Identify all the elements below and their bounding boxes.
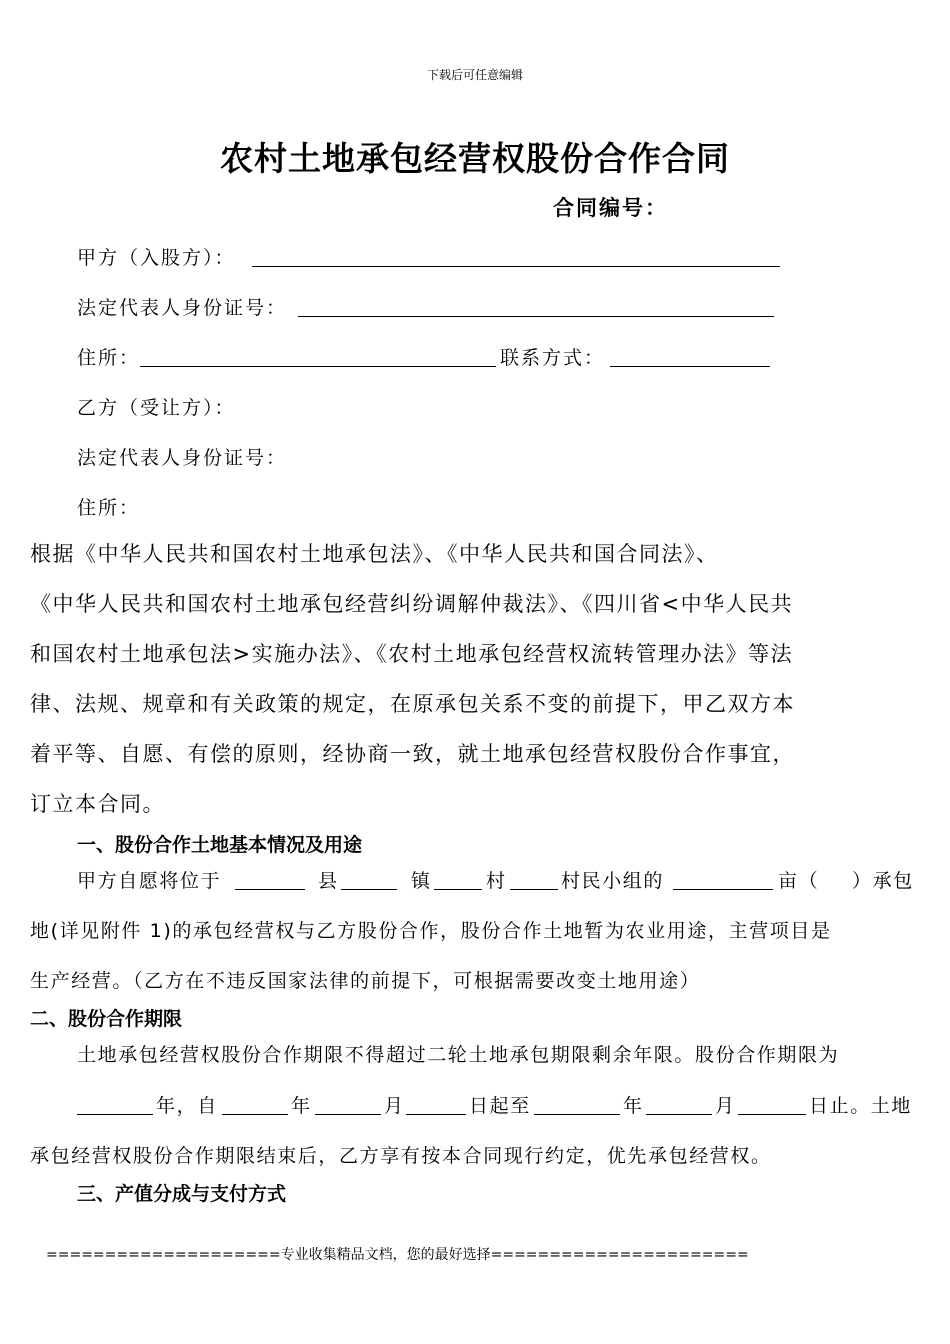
preamble-line-5: 着平等、自愿、有偿的原则，经协商一致，就土地承包经营权股份合作事宜， xyxy=(30,742,795,766)
preamble-line-2: 《中华人民共和国农村土地承包经营纠纷调解仲裁法》、《四川省<中华人民共 xyxy=(30,592,794,616)
party-a-contact-label: 联系方式： xyxy=(500,347,606,369)
start-day-blank xyxy=(406,1114,466,1115)
group-blank xyxy=(510,889,558,890)
contract-land-label: ）承包 xyxy=(852,870,914,892)
section-3-heading: 三、产值分成与支付方式 xyxy=(77,1183,287,1205)
county-label: 县 xyxy=(318,870,339,892)
party-b-address-label: 住所： xyxy=(77,497,141,519)
preamble-line-6: 订立本合同。 xyxy=(30,792,165,816)
header-note: 下载后可任意编辑 xyxy=(426,68,523,82)
section-1-heading: 一、股份合作土地基本情况及用途 xyxy=(77,834,363,856)
party-a-contact-blank xyxy=(610,366,770,367)
end-month-label: 月 xyxy=(715,1095,736,1117)
term-years-label: 年，自 xyxy=(156,1095,218,1117)
party-b-id-label: 法定代表人身份证号： xyxy=(77,447,288,469)
section-1-text-3: 生产经营。（乙方在不违反国家法律的前提下，可根据需要改变土地用途） xyxy=(30,970,701,992)
start-year-blank xyxy=(222,1114,288,1115)
end-year-label: 年 xyxy=(623,1095,644,1117)
party-a-address-label: 住所： xyxy=(77,347,141,369)
section-2-text-3: 承包经营权股份合作期限结束后，乙方享有按本合同现行约定，优先承包经营权。 xyxy=(30,1145,772,1167)
start-day-label: 日起至 xyxy=(469,1095,531,1117)
end-year-blank xyxy=(534,1114,620,1115)
term-years-blank xyxy=(77,1114,153,1115)
village-blank xyxy=(434,889,482,890)
group-label: 村民小组的 xyxy=(561,870,665,892)
party-a-blank xyxy=(252,266,780,267)
start-year-label: 年 xyxy=(291,1095,312,1117)
section-1-text-1: 甲方自愿将位于 xyxy=(77,870,222,892)
footer-banner: ====================专业收集精品文档，您的最好选择====================== xyxy=(46,1247,749,1263)
area-blank xyxy=(673,889,773,890)
mu-label: 亩（ xyxy=(778,870,820,892)
section-1-text-2: 地(详见附件 1)的承包经营权与乙方股份合作，股份合作土地暂为农业用途，主营项目是 xyxy=(30,920,832,942)
preamble-line-3: 和国农村土地承包法>实施办法》、《农村土地承包经营权流转管理办法》等法 xyxy=(30,642,794,666)
end-day-label: 日止。土地 xyxy=(809,1095,913,1117)
end-day-blank xyxy=(738,1114,806,1115)
document-title: 农村土地承包经营权股份合作合同 xyxy=(220,139,730,178)
party-b-label: 乙方（受让方）： xyxy=(77,397,236,419)
preamble-line-4: 律、法规、规章和有关政策的规定，在原承包关系不变的前提下，甲乙双方本 xyxy=(30,692,795,716)
section-2-heading: 二、股份合作期限 xyxy=(30,1008,183,1030)
party-a-address-blank xyxy=(140,366,496,367)
section-2-text-1: 土地承包经营权股份合作期限不得超过二轮土地承包期限剩余年限。股份合作期限为 xyxy=(77,1044,840,1066)
contract-number-label: 合同编号： xyxy=(553,196,668,220)
preamble-line-1: 根据《中华人民共和国农村土地承包法》、《中华人民共和国合同法》、 xyxy=(30,542,719,566)
end-month-blank xyxy=(646,1114,712,1115)
party-a-id-blank xyxy=(298,316,774,317)
start-month-blank xyxy=(315,1114,381,1115)
town-label: 镇 xyxy=(411,870,432,892)
party-a-id-label: 法定代表人身份证号： xyxy=(77,297,288,319)
town-blank xyxy=(341,889,397,890)
village-label: 村 xyxy=(486,870,507,892)
party-a-label: 甲方（入股方）： xyxy=(77,247,236,269)
start-month-label: 月 xyxy=(384,1095,405,1117)
county-blank xyxy=(235,889,305,890)
